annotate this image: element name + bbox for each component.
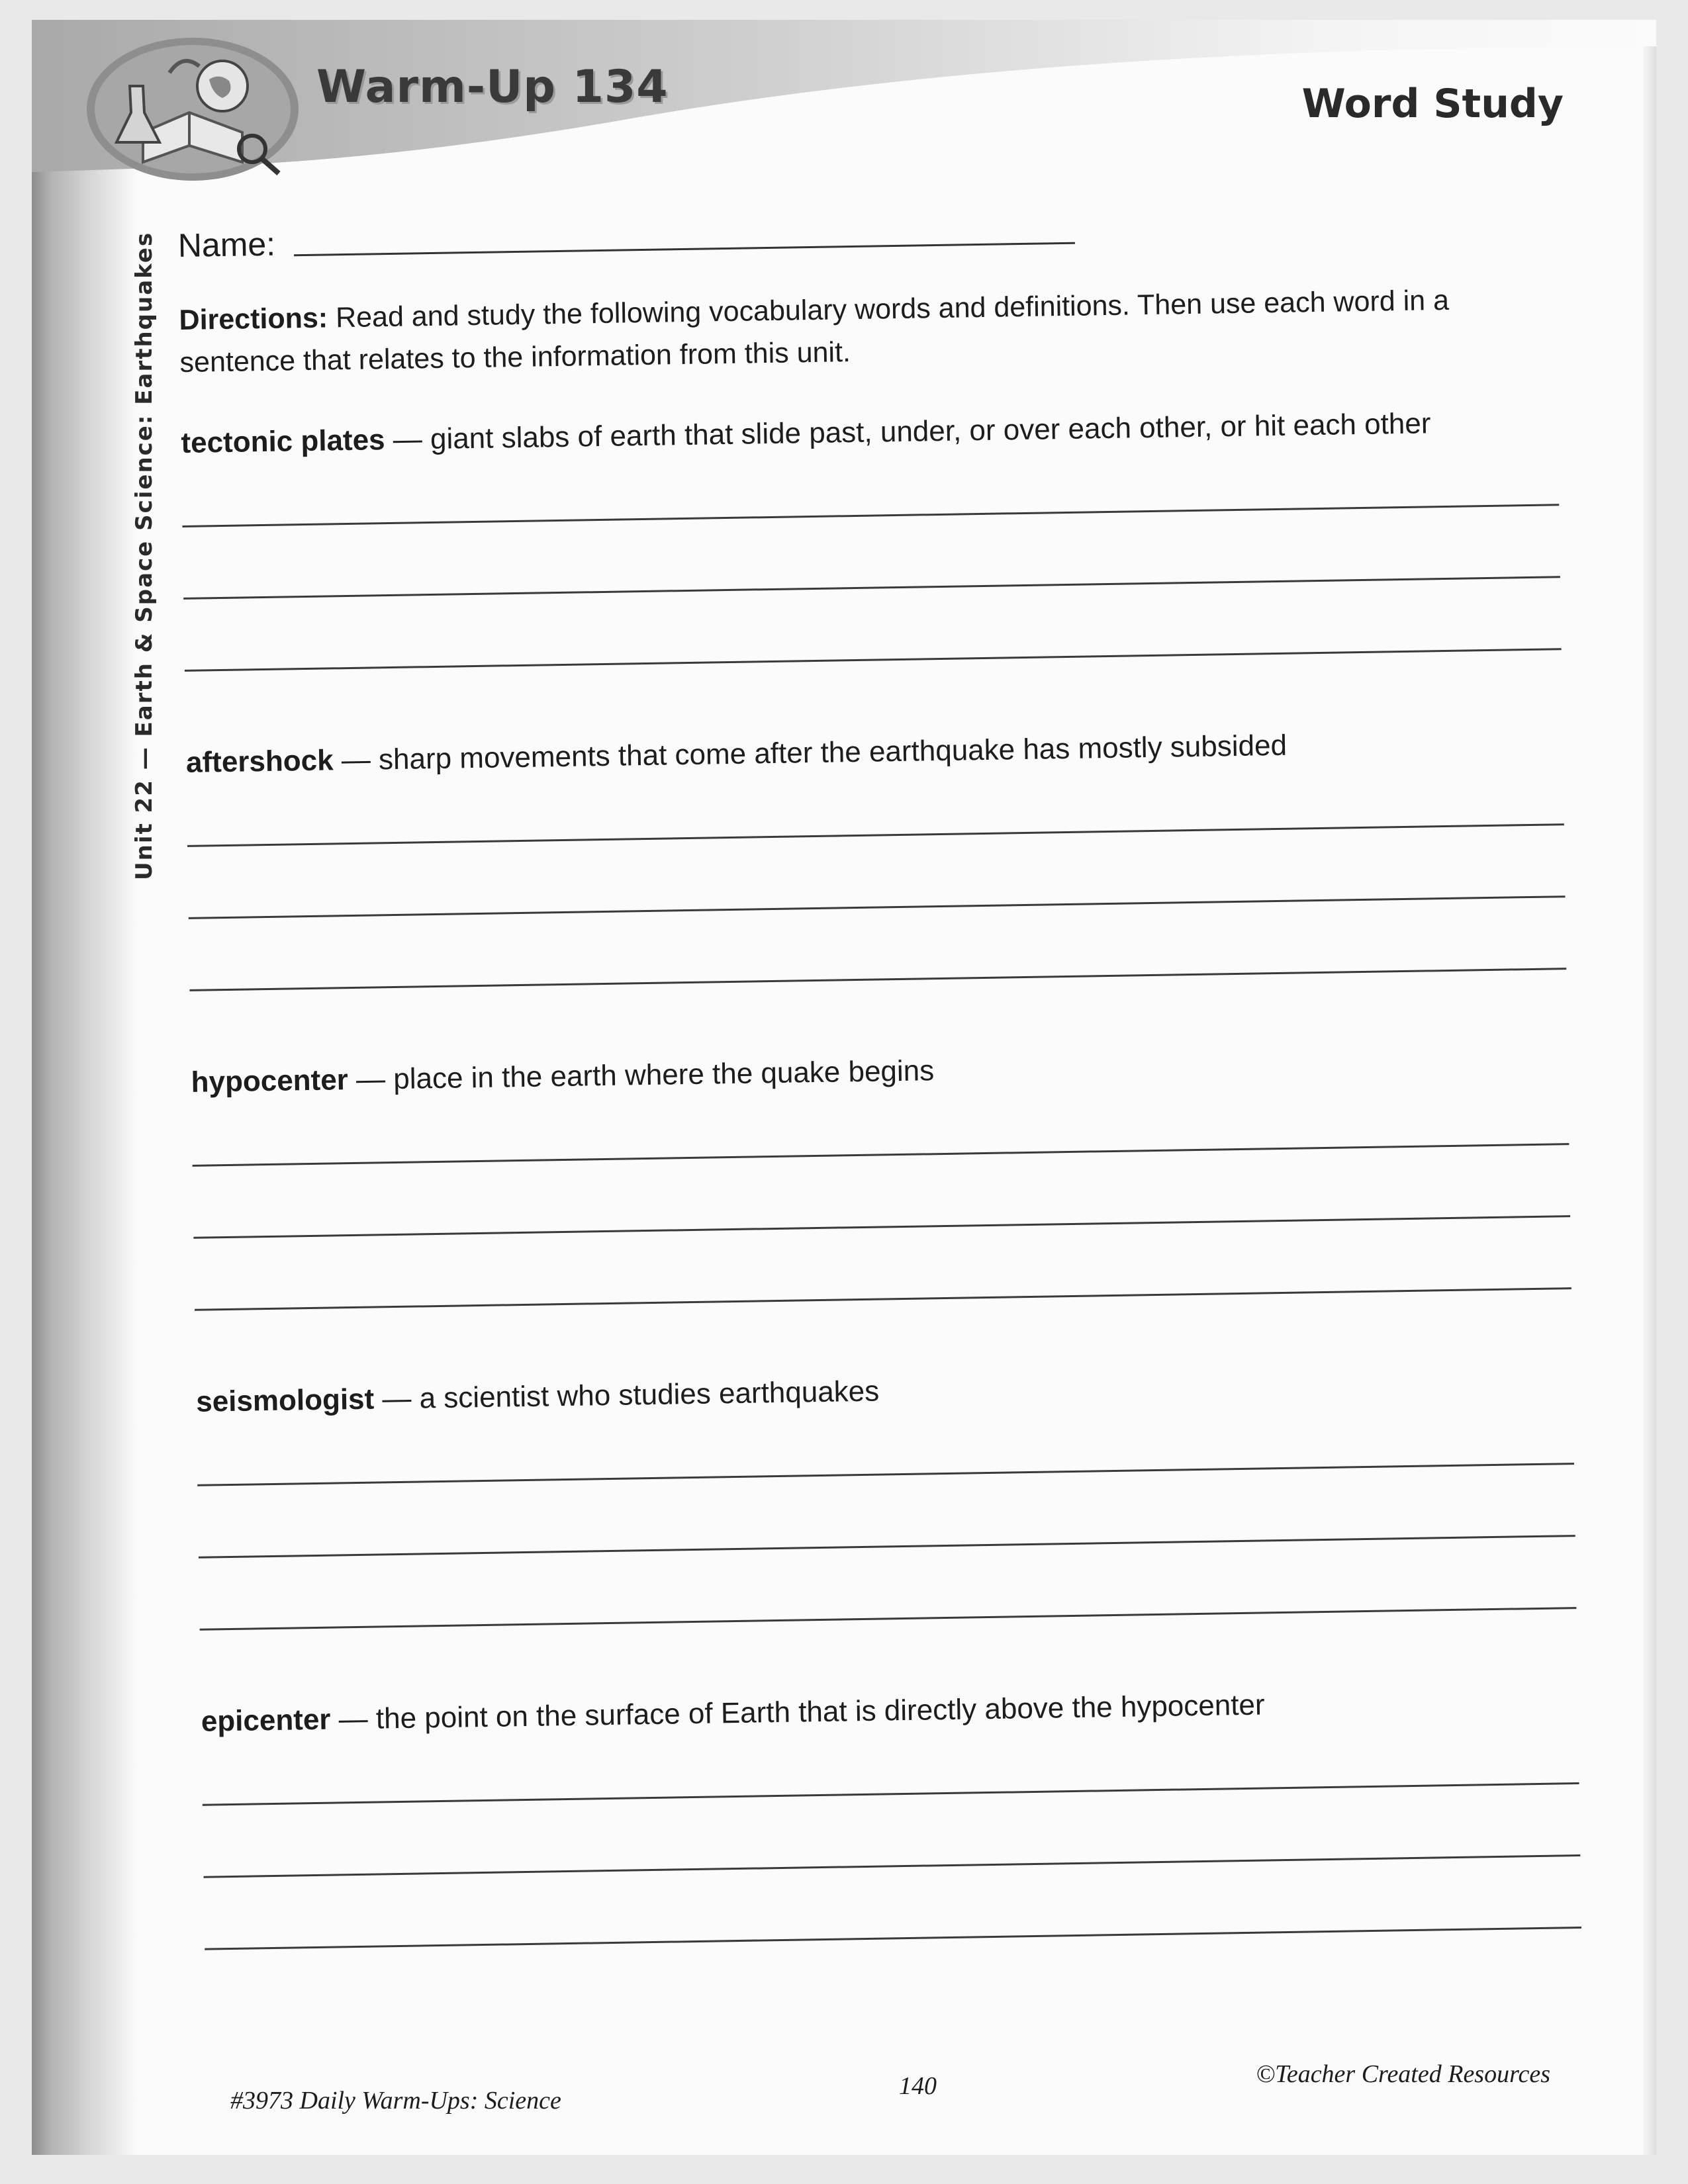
directions	[179, 278, 1530, 384]
answer-line[interactable]	[189, 968, 1566, 991]
vocab-term-row	[201, 1680, 1611, 1741]
vocab-definition: — the point on the surface of Earth that is directly above the hypocenter	[338, 1688, 1265, 1736]
answer-line[interactable]	[182, 504, 1559, 527]
answer-line[interactable]	[187, 823, 1564, 847]
answer-line[interactable]	[204, 1854, 1581, 1878]
vocab-term-row	[191, 1040, 1601, 1102]
answer-line[interactable]	[200, 1607, 1577, 1631]
scan-margin	[32, 20, 138, 2155]
category-label: Word Study	[1301, 81, 1564, 127]
directions-label: Directions:	[179, 302, 328, 336]
vocab-item-seismologist	[196, 1360, 1610, 1630]
vocab-term-row	[181, 402, 1591, 463]
footer-book-title: #3973 Daily Warm-Ups: Science	[230, 2087, 561, 2115]
answer-line[interactable]	[185, 648, 1562, 672]
name-label: Name:	[177, 225, 276, 264]
answer-line[interactable]	[199, 1535, 1575, 1559]
worksheet-content	[177, 190, 1615, 1950]
answer-line[interactable]	[193, 1143, 1570, 1167]
vocab-term-row	[196, 1360, 1607, 1422]
vocab-definition: — giant slabs of earth that slide past, under, or over each other, or hit each other	[393, 407, 1431, 456]
unit-side-label: Unit 22 — Earth & Space Science: Earthquakes	[131, 231, 158, 880]
vocab-item-hypocenter	[191, 1040, 1605, 1310]
name-row	[177, 190, 1588, 265]
answer-line[interactable]	[205, 1927, 1581, 1950]
vocab-term: tectonic plates	[181, 424, 385, 459]
answer-line[interactable]	[197, 1463, 1574, 1486]
vocab-item-tectonic-plates	[181, 402, 1595, 672]
vocab-term-row	[186, 721, 1597, 782]
vocab-term: epicenter	[201, 1703, 331, 1738]
answer-line[interactable]	[195, 1287, 1571, 1311]
answer-line[interactable]	[189, 895, 1566, 919]
vocab-item-epicenter	[201, 1680, 1615, 1950]
directions-text: Read and study the following vocabulary words and definitions. Then use each word in a sentence that relates to the information from this unit.	[179, 284, 1450, 379]
worksheet-page	[32, 20, 1656, 2155]
vocab-term: seismologist	[195, 1383, 375, 1418]
vocab-definition: — a scientist who studies earthquakes	[382, 1375, 880, 1416]
page-number: 140	[899, 2072, 937, 2100]
page-title: Warm-Up 134	[316, 61, 669, 113]
footer-copyright: ©Teacher Created Resources	[1256, 2060, 1550, 2088]
vocab-definition: — place in the earth where the quake begins	[355, 1054, 935, 1096]
name-field[interactable]	[294, 242, 1075, 257]
vocab-definition: — sharp movements that come after the earthquake has mostly subsided	[341, 729, 1288, 777]
answer-line[interactable]	[193, 1215, 1570, 1239]
vocab-term: aftershock	[185, 744, 334, 779]
vocab-item-aftershock	[186, 721, 1600, 991]
vocab-term: hypocenter	[191, 1064, 349, 1099]
answer-line[interactable]	[203, 1782, 1579, 1806]
scan-right-edge	[1643, 20, 1656, 2155]
science-logo-icon	[83, 33, 302, 185]
answer-line[interactable]	[183, 576, 1560, 600]
